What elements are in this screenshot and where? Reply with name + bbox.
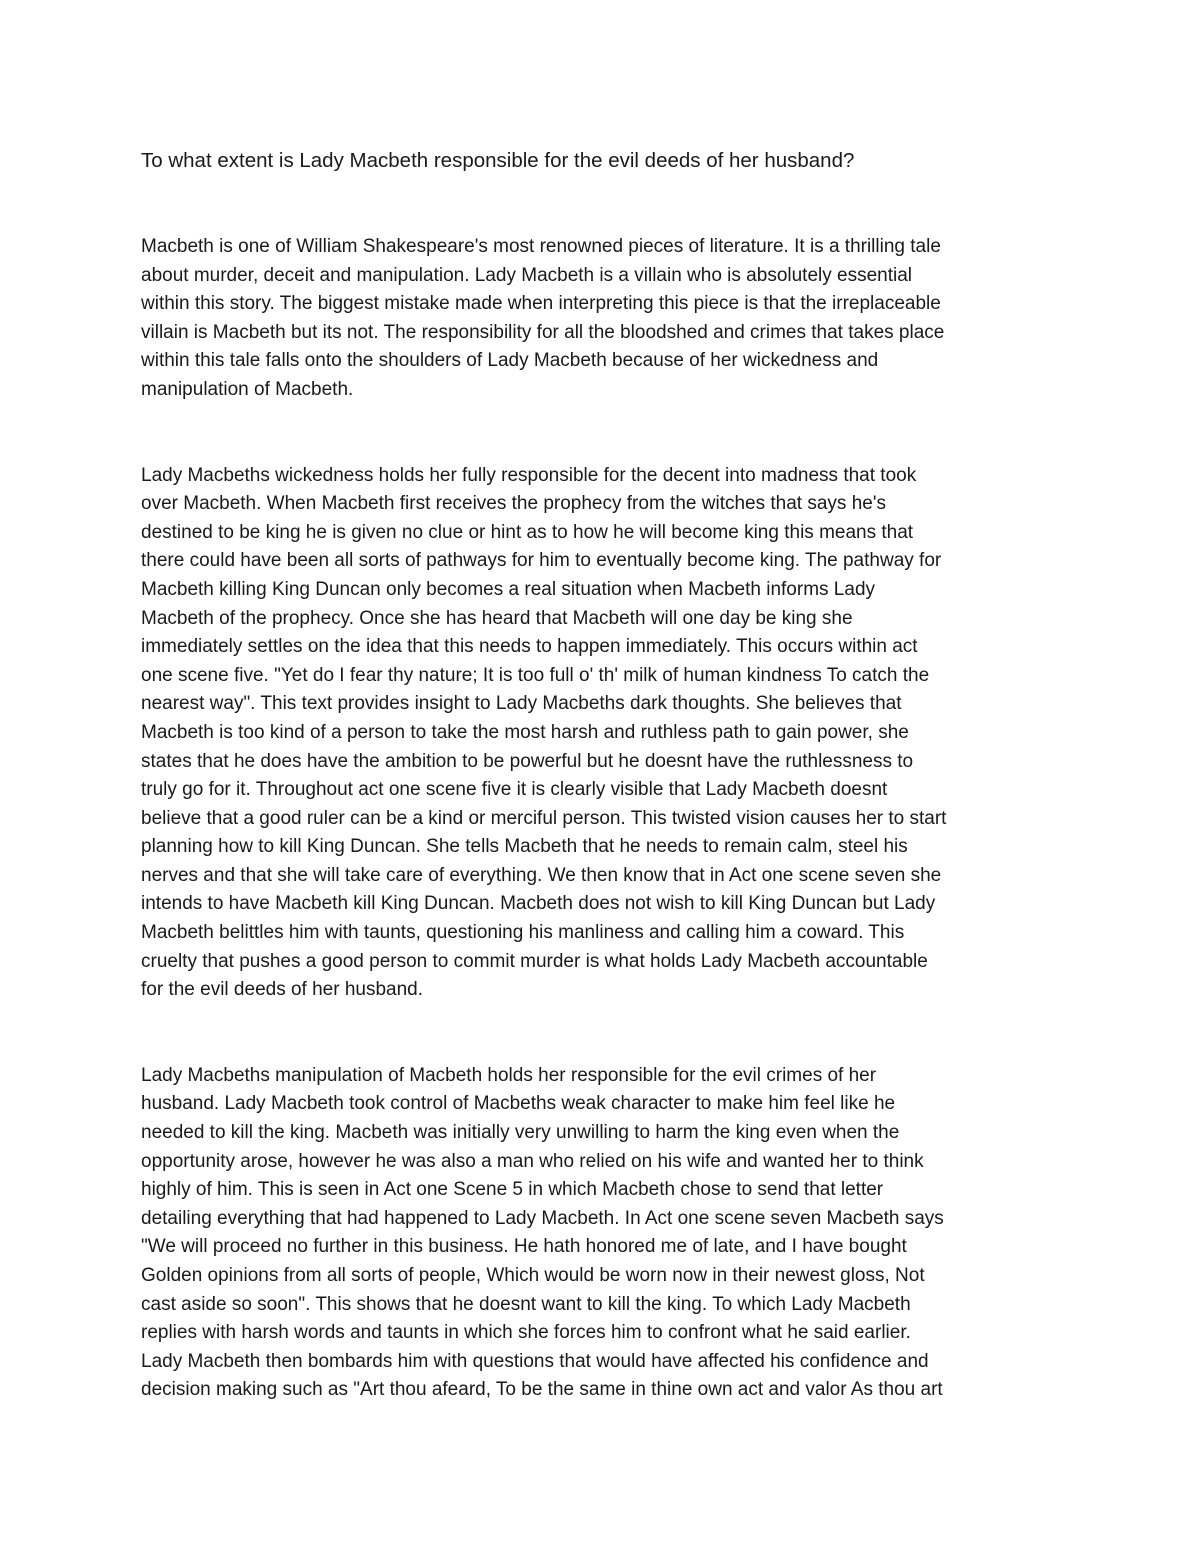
text-line: nearest way". This text provides insight to Lady Macbeths dark thoughts. She believes that [141,693,902,715]
text-line: truly go for it. Throughout act one scene five it is clearly visible that Lady Macbeth doesnt [141,779,888,801]
text-line: needed to kill the king. Macbeth was initially very unwilling to harm the king even when the [141,1122,900,1144]
text-line: for the evil deeds of her husband. [141,979,424,1001]
text-line: cast aside so soon". This shows that he doesnt want to kill the king. To which Lady Macbeth [141,1293,911,1315]
text-line: opportunity arose, however he was also a man who relied on his wife and wanted her to think [141,1150,924,1172]
text-line: nerves and that she will take care of everything. We then know that in Act one scene seven she [141,864,942,886]
text-line: states that he does have the ambition to be powerful but he doesnt have the ruthlessness to [141,750,914,772]
text-line: cruelty that pushes a good person to commit murder is what holds Lady Macbeth accountable [141,950,928,972]
text-line: planning how to kill King Duncan. She tells Macbeth that he needs to remain calm, steel his [141,836,908,858]
text-line: Macbeth is too kind of a person to take the most harsh and ruthless path to gain power, she [141,721,909,743]
text-line: Macbeth is one of William Shakespeare's most renowned pieces of literature. It is a thrilling tale [141,236,941,257]
text-line: Macbeth belittles him with taunts, questioning his manliness and calling him a coward. This [141,922,905,944]
text-line: decision making such as "Art thou afeard, To be the same in thine own act and valor As thou art [141,1379,943,1401]
text-line: husband. Lady Macbeth took control of Macbeths weak character to make him feel like he [141,1093,896,1115]
text-line: Lady Macbeths manipulation of Macbeth holds her responsible for the evil crimes of her [141,1064,877,1086]
text-line: manipulation of Macbeth. [141,378,354,400]
text-line: Macbeth of the prophecy. Once she has heard that Macbeth will one day be king she [141,607,853,629]
paragraph-spacer [141,405,1066,462]
text-line: about murder, deceit and manipulation. Lady Macbeth is a villain who is absolutely essential [141,264,913,286]
text-line: one scene five. "Yet do I fear thy nature; It is too full o' th' milk of human kindness To catch the [141,664,930,686]
text-line: Lady Macbeths wickedness holds her fully responsible for the decent into madness that took [141,464,917,486]
paragraph-spacer [141,1005,1066,1062]
text-line: Macbeth killing King Duncan only becomes a real situation when Macbeth informs Lady [141,578,876,600]
text-line: within this tale falls onto the shoulders of Lady Macbeth because of her wickedness and [141,350,879,372]
text-line: there could have been all sorts of pathways for him to eventually become king. The pathway for [141,550,942,572]
paragraph-manipulation [141,1062,1066,1405]
text-line: within this story. The biggest mistake made when interpreting this piece is that the irreplaceable [141,293,941,315]
text-line: believe that a good ruler can be a kind or merciful person. This twisted vision causes her to start [141,807,947,829]
text-line: Golden opinions from all sorts of people, Which would be worn now in their newest gloss, Not [141,1265,925,1286]
text-line: "We will proceed no further in this business. He hath honored me of late, and I have bought [141,1236,907,1258]
text-line: replies with harsh words and taunts in which she forces him to confront what he said earlier. [141,1322,911,1344]
paragraph-introduction [141,233,1066,405]
paragraph-wickedness [141,462,1066,1005]
text-line: destined to be king he is given no clue or hint as to how he will become king this means that [141,521,914,543]
text-line: villain is Macbeth but its not. The responsibility for all the bloodshed and crimes that takes place [141,321,945,343]
essay-title: To what extent is Lady Macbeth responsible for the evil deeds of her husband? [141,149,855,172]
text-line: Lady Macbeth then bombards him with questions that would have affected his confidence and [141,1350,929,1372]
document-body [141,146,1066,1405]
text-line: highly of him. This is seen in Act one Scene 5 in which Macbeth chose to send that letter [141,1179,884,1201]
text-line: over Macbeth. When Macbeth first receives the prophecy from the witches that says he's [141,493,886,515]
text-line: immediately settles on the idea that this needs to happen immediately. This occurs within act [141,636,918,658]
text-line: intends to have Macbeth kill King Duncan. Macbeth does not wish to kill King Duncan but Lady [141,893,936,915]
text-line: detailing everything that had happened to Lady Macbeth. In Act one scene seven Macbeth says [141,1207,944,1229]
